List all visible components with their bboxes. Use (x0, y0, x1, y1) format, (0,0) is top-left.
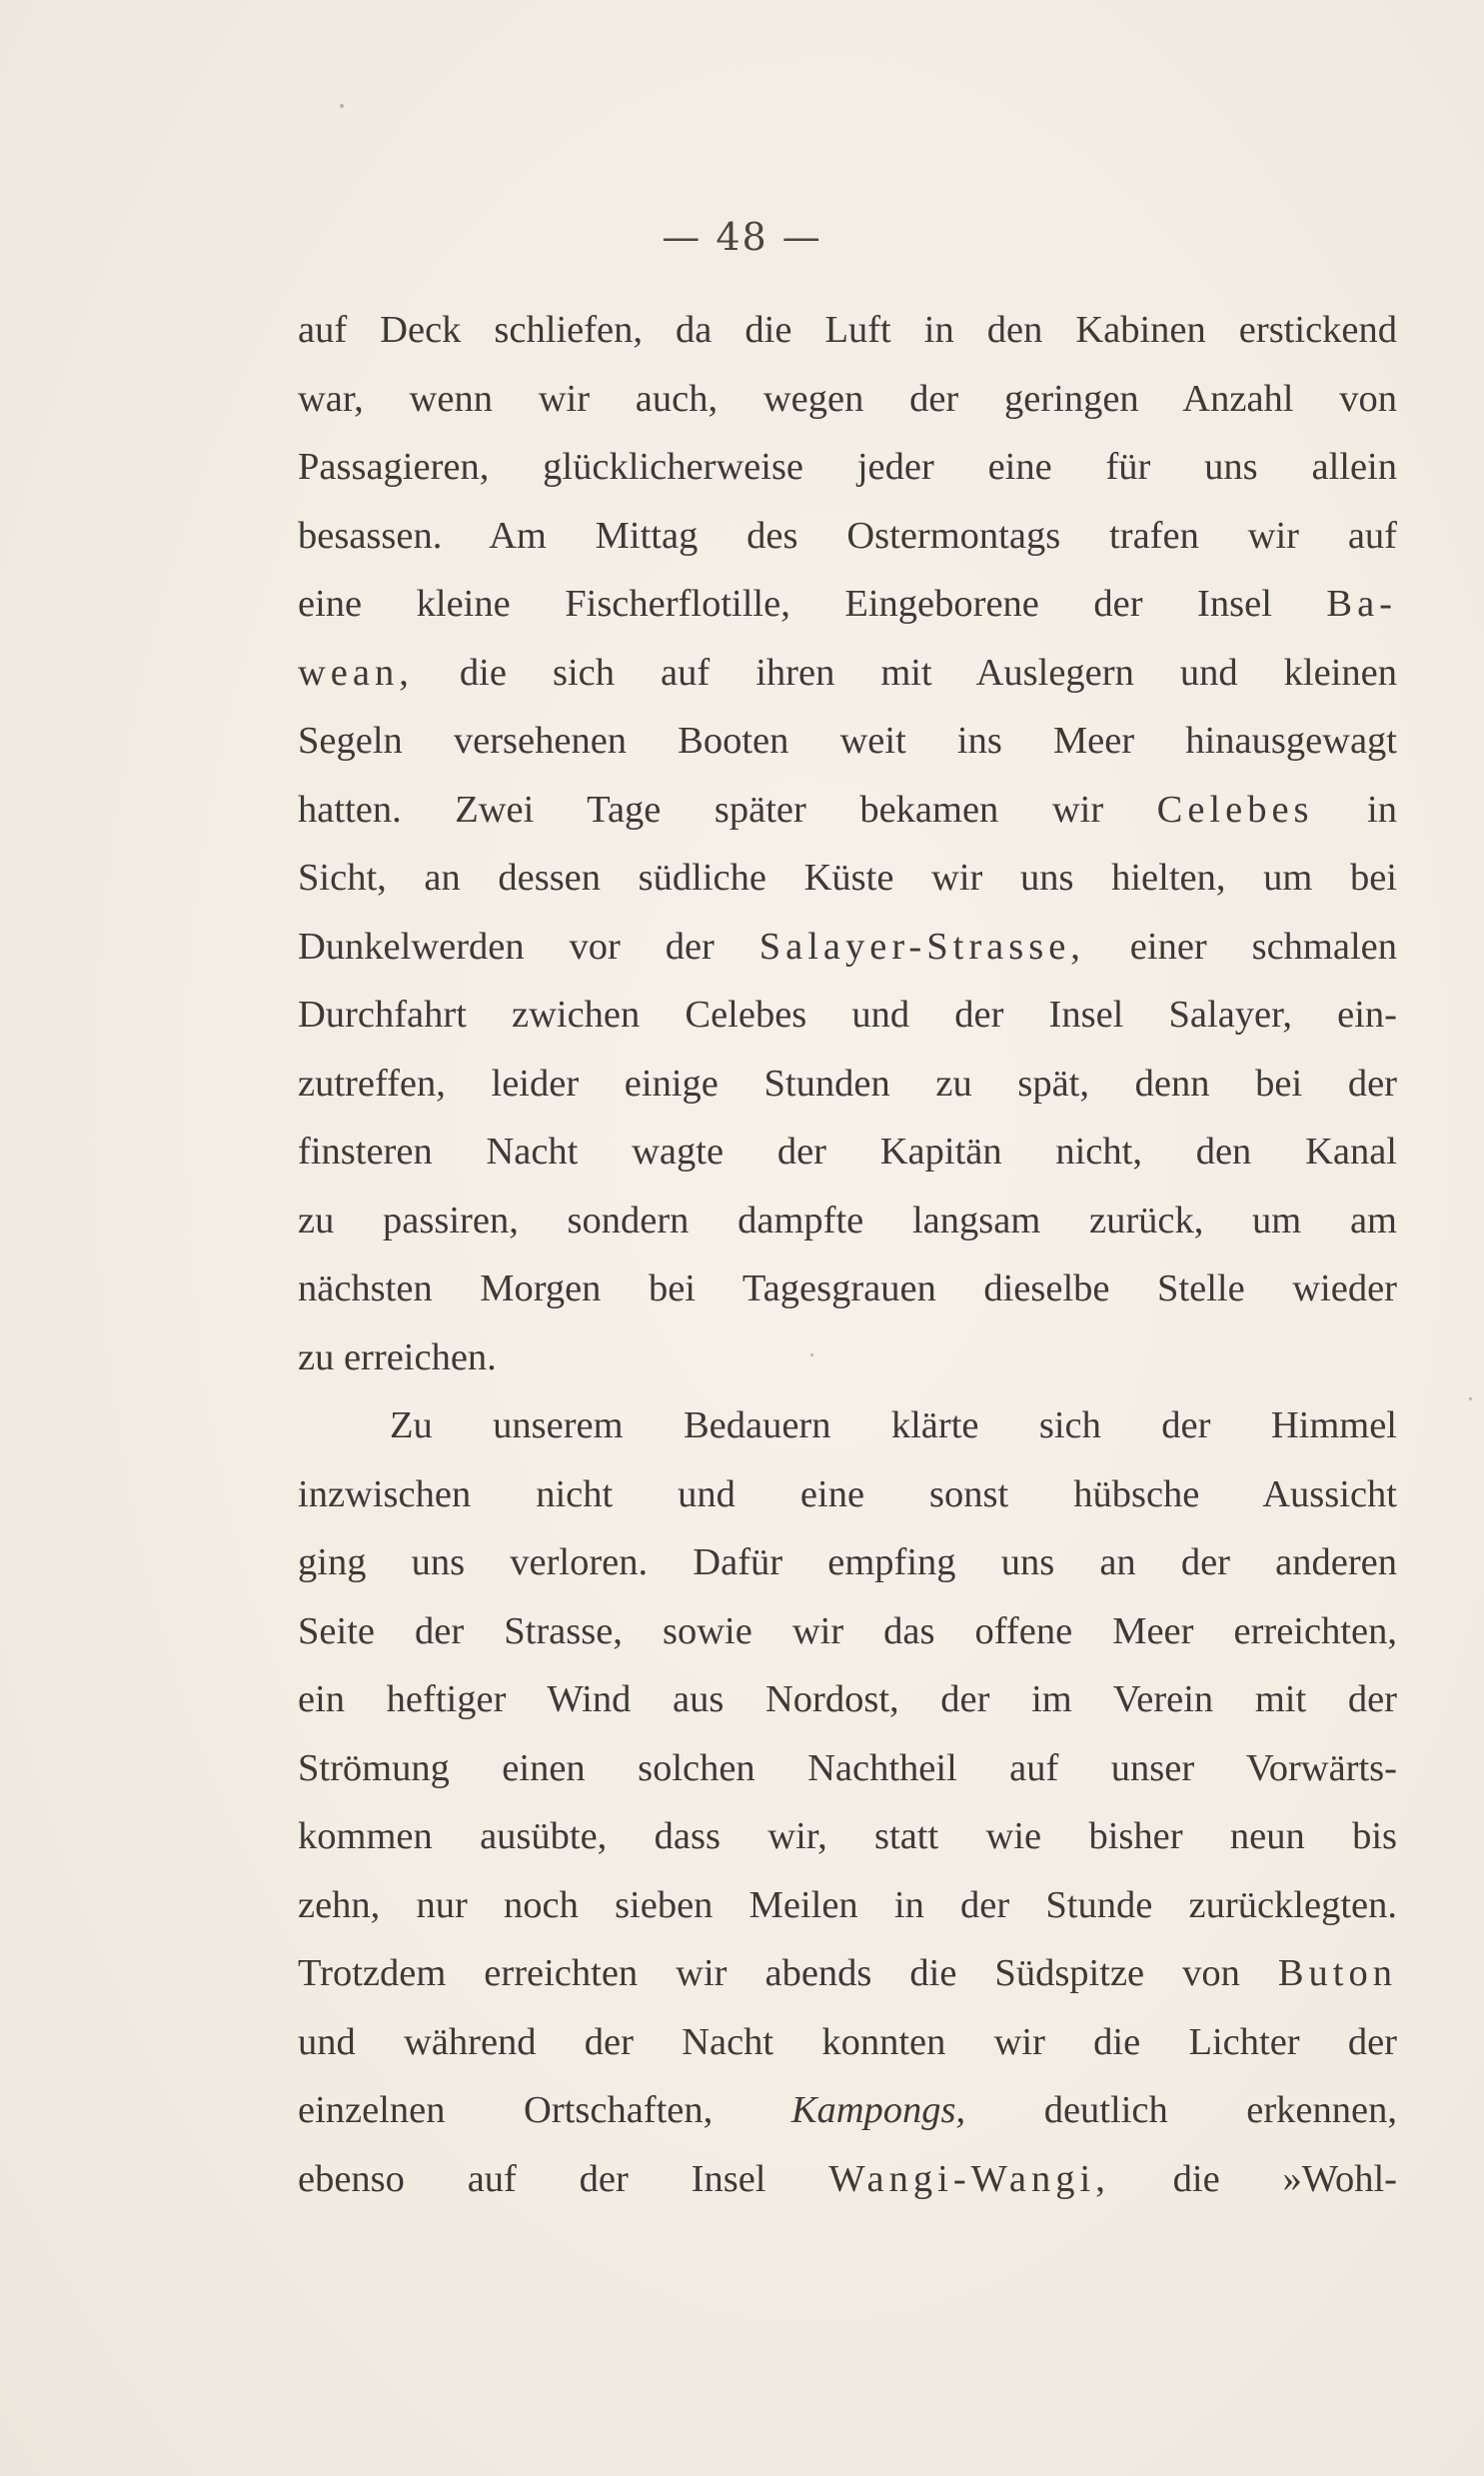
text-line: zehn, nur noch sieben Meilen in der Stunde zurücklegten. (298, 1883, 1397, 1926)
text-line: nächsten Morgen bei Tagesgrauen dieselbe Stelle wieder (298, 1267, 1397, 1309)
text-line: inzwischen nicht und eine sonst hübsche Aussicht (298, 1472, 1397, 1515)
text-line: Trotzdem erreichten wir abends die Südspitze von Buton (298, 1952, 1397, 1994)
text-line: ebenso auf der Insel Wangi-Wangi, die »Wohl- (298, 2157, 1397, 2200)
text-line: ein heftiger Wind aus Nordost, der im Verein mit der (298, 1678, 1397, 1720)
text-line: wean, die sich auf ihren mit Auslegern und kleinen (298, 651, 1397, 694)
body-text (298, 296, 1397, 2213)
text-line: war, wenn wir auch, wegen der geringen Anzahl von (298, 377, 1397, 420)
paper-speck (1469, 1397, 1472, 1400)
text-line: Seite der Strasse, sowie wir das offene Meer erreichten, (298, 1609, 1397, 1652)
text-line: ging uns verloren. Dafür empfing uns an der anderen (298, 1541, 1397, 1583)
text-line: zu passiren, sondern dampfte langsam zurück, um am (298, 1199, 1397, 1241)
text-line: finsteren Nacht wagte der Kapitän nicht, den Kanal (298, 1131, 1397, 1173)
text-line: und während der Nacht konnten wir die Lichter der (298, 2020, 1397, 2063)
text-line: hatten. Zwei Tage später bekamen wir Celebes in (298, 788, 1397, 831)
text-line: eine kleine Fischerflotille, Eingeborene der Insel Ba- (298, 583, 1397, 625)
text-line: besassen. Am Mittag des Ostermontags trafen wir auf (298, 514, 1397, 557)
text-line: Zu unserem Bedauern klärte sich der Himmel (390, 1404, 1397, 1446)
paper-speck (340, 104, 344, 108)
text-line: auf Deck schliefen, da die Luft in den Kabinen erstickend (298, 309, 1397, 351)
text-line: zu erreichen. (298, 1335, 497, 1378)
text-line: Segeln versehenen Booten weit ins Meer hinausgewagt (298, 720, 1397, 762)
text-line: Durchfahrt zwichen Celebes und der Insel Salayer, ein- (298, 994, 1397, 1036)
text-line: kommen ausübte, dass wir, statt wie bisher neun bis (298, 1815, 1397, 1857)
text-line: Dunkelwerden vor der Salayer-Strasse, einer schmalen (298, 925, 1397, 968)
text-line: Sicht, an dessen südliche Küste wir uns hielten, um bei (298, 857, 1397, 899)
text-line: zutreffen, leider einige Stunden zu spät, denn bei der (298, 1062, 1397, 1105)
text-line: einzelnen Ortschaften, Kampongs, deutlich erkennen, (298, 2089, 1397, 2131)
text-line: Passagieren, glücklicherweise jeder eine für uns allein (298, 446, 1397, 488)
page-number: — 48 — (662, 215, 822, 259)
text-line: Strömung einen solchen Nachtheil auf unser Vorwärts- (298, 1746, 1397, 1789)
